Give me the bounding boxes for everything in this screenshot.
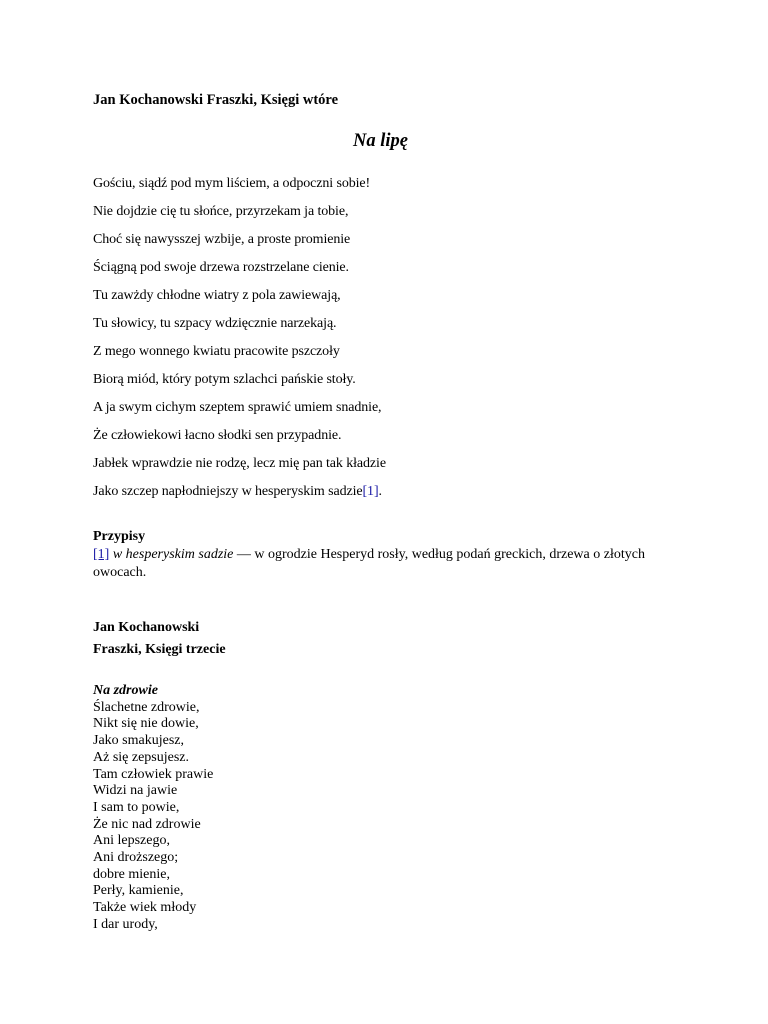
footnotes-heading: Przypisy	[93, 529, 146, 544]
verse-line: Z mego wonnego kwiatu pracowite pszczoły	[93, 344, 340, 359]
verse-line: Także wiek młody	[93, 900, 197, 916]
verse-line: Gościu, siądź pod mym liściem, a odpoczni sobie!	[93, 176, 371, 191]
verse-line: Ani droższego;	[93, 850, 179, 866]
second-poem-title: Na zdrowie	[93, 683, 158, 698]
footnote-ref-link[interactable]: [1]	[362, 484, 379, 499]
verse-line: Widzi na jawie	[93, 783, 178, 799]
verse-line: Ściągną pod swoje drzewa rozstrzelane cienie.	[93, 260, 349, 275]
verse-line: I dar urody,	[93, 916, 158, 932]
verse-line-text: Jako szczep napłodniejszy w hesperyskim sadzie	[93, 484, 363, 499]
verse-line: I sam to powie,	[93, 799, 180, 815]
poem-body	[93, 175, 386, 511]
verse-line-end: .	[378, 484, 382, 499]
footnotes-section	[93, 528, 693, 582]
footnote-term: w hesperyskim sadzie	[112, 547, 234, 562]
second-header	[93, 617, 226, 661]
book-name: Fraszki, Księgi trzecie	[93, 642, 226, 657]
verse-line: Biorą miód, który potym szlachci pańskie stoły.	[93, 372, 356, 387]
verse-line-last	[93, 483, 386, 511]
verse-line: Tu zawżdy chłodne wiatry z pola zawiewają,	[93, 288, 341, 303]
verse-line: Ani lepszego,	[93, 833, 170, 849]
verse-line: Że człowiekowi łacno słodki sen przypadnie.	[93, 428, 342, 443]
footnote-backlink[interactable]: [1]	[93, 547, 110, 562]
verse-line: Że nic nad zdrowie	[93, 816, 201, 832]
verse-line: Jako smakujesz,	[93, 733, 184, 749]
verse-line: Nikt się nie dowie,	[93, 716, 199, 732]
footnote-text: — w ogrodzie Hesperyd rosły, według podań greckich, drzewa o złotych owocach.	[93, 547, 645, 580]
verse-line: Jabłek wprawdzie nie rodzę, lecz mię pan tak kładzie	[93, 456, 386, 471]
verse-line: Tu słowicy, tu szpacy wdzięcznie narzekają.	[93, 316, 337, 331]
book-header: Jan Kochanowski Fraszki, Księgi wtóre	[93, 92, 339, 108]
verse-line: Tam człowiek prawie	[93, 766, 214, 782]
verse-line: Choć się nawysszej wzbije, a proste promienie	[93, 232, 351, 247]
footnote-item	[93, 546, 693, 582]
author-name: Jan Kochanowski	[93, 620, 200, 635]
verse-line: Aż się zepsujesz.	[93, 749, 190, 765]
poem-title: Na lipę	[353, 131, 408, 151]
second-poem	[93, 683, 213, 934]
verse-line: A ja swym cichym szeptem sprawić umiem snadnie,	[93, 400, 382, 415]
verse-line: Ślachetne zdrowie,	[93, 699, 200, 715]
verse-line: Perły, kamienie,	[93, 883, 184, 899]
verse-line: dobre mienie,	[93, 866, 170, 882]
verse-line: Nie dojdzie cię tu słońce, przyrzekam ja tobie,	[93, 204, 349, 219]
